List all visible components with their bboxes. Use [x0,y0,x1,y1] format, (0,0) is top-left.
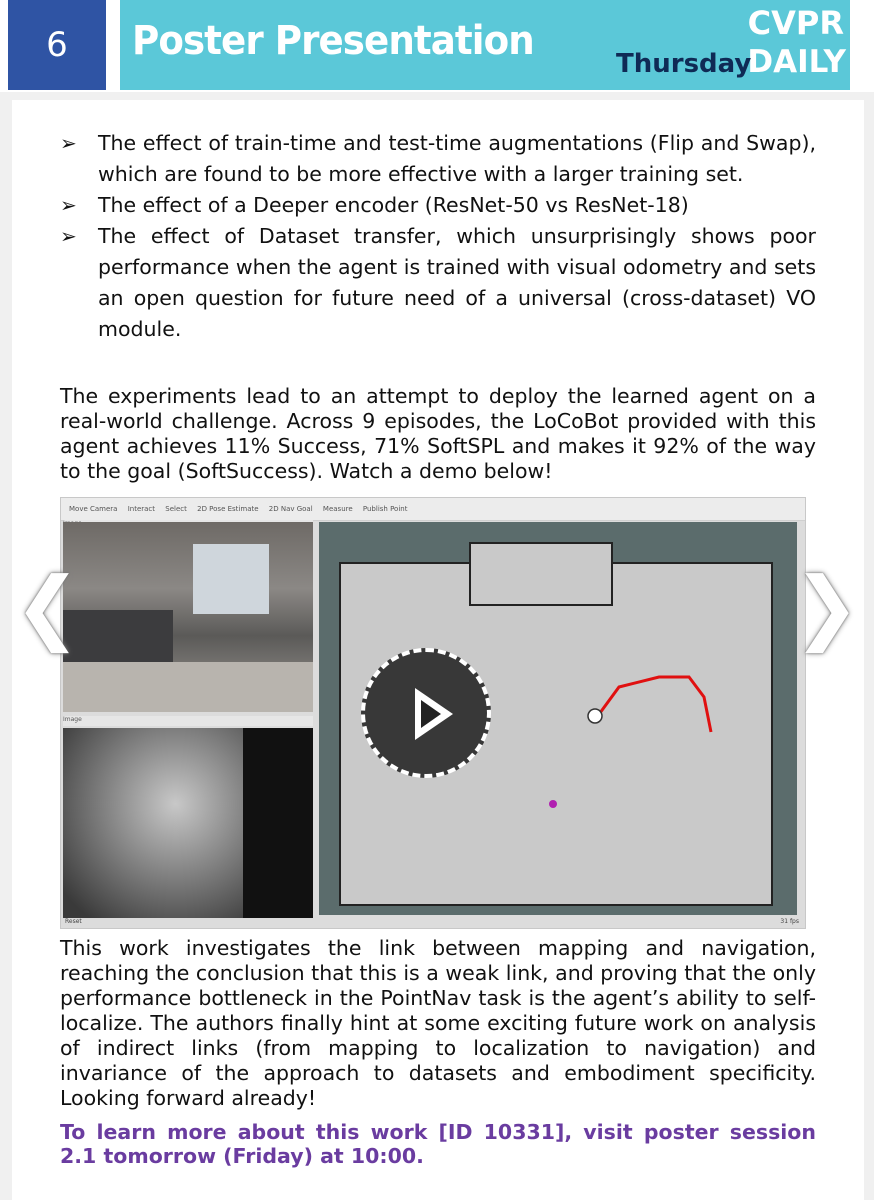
section-title: Poster Presentation [132,18,534,64]
depth-camera-frame [63,728,313,918]
goal-marker [549,800,557,808]
arrow-bullet-icon: ➢ [60,193,77,217]
page-number: 6 [8,0,106,90]
reset-button[interactable]: Reset [65,918,82,925]
poster-session-link[interactable]: To learn more about this work [ID 10331], visit poster session 2.1 tomorrow (Friday) at 10:00. [60,1120,816,1168]
toolbar-item: 2D Nav Goal [268,505,313,513]
bullet-item: ➢ The effect of a Deeper encoder (ResNet-50 vs ResNet-18) [60,190,816,221]
paragraph-experiments: The experiments lead to an attempt to deploy the learned agent on a real-world challenge. Across 9 episodes, the LoCoBot provided with this agent achieves 11% Success, 71% SoftSPL and makes it 92% of the way to the goal (SoftSuccess). Watch a demo below! [60,384,816,483]
next-page-icon[interactable]: ❯ [792,560,860,653]
arrow-bullet-icon: ➢ [60,224,77,248]
rgb-camera-frame [63,522,313,712]
robot-marker [588,709,602,723]
prev-page-icon[interactable]: ❮ [14,560,82,653]
arrow-bullet-icon: ➢ [60,131,77,155]
toolbar-item: 2D Pose Estimate [197,505,259,513]
depth-panel-label: Image [63,716,313,726]
toolbar-item: Move Camera [69,505,118,513]
toolbar-item: Select [165,505,187,513]
bullet-item: ➢ The effect of Dataset transfer, which unsurprisingly shows poor performance when the agent is trained with visual odometry and sets an open question for future need of a universal (cross-dataset) VO module. [60,221,816,345]
bullet-list [60,128,816,345]
fps-readout: 31 fps [780,918,799,925]
day-label: Thursday [616,49,752,79]
demo-video[interactable] [60,497,806,929]
toolbar-item: Publish Point [362,505,408,513]
brand-daily: DAILY [747,44,846,80]
toolbar-item: Interact [127,505,156,513]
header [0,0,874,92]
planned-path [597,677,711,732]
paragraph-conclusion: This work investigates the link between mapping and navigation, reaching the conclusion that this is a weak link, and proving that the only performance bottleneck in the PointNav task is the agent’s ability to self-localize. The authors finally hint at some exciting future work on analysis of indirect links (from mapping to localization to navigation) and invariance of the approach to datasets and embodiment specificity. Looking forward already! [60,936,816,1110]
rviz-toolbar [61,498,805,521]
play-icon[interactable] [361,648,491,778]
brand-cvpr: CVPR [747,4,844,42]
toolbar-item: Measure [322,505,353,513]
bullet-item: ➢ The effect of train-time and test-time augmentations (Flip and Swap), which are found to be more effective with a larger training set. [60,128,816,190]
